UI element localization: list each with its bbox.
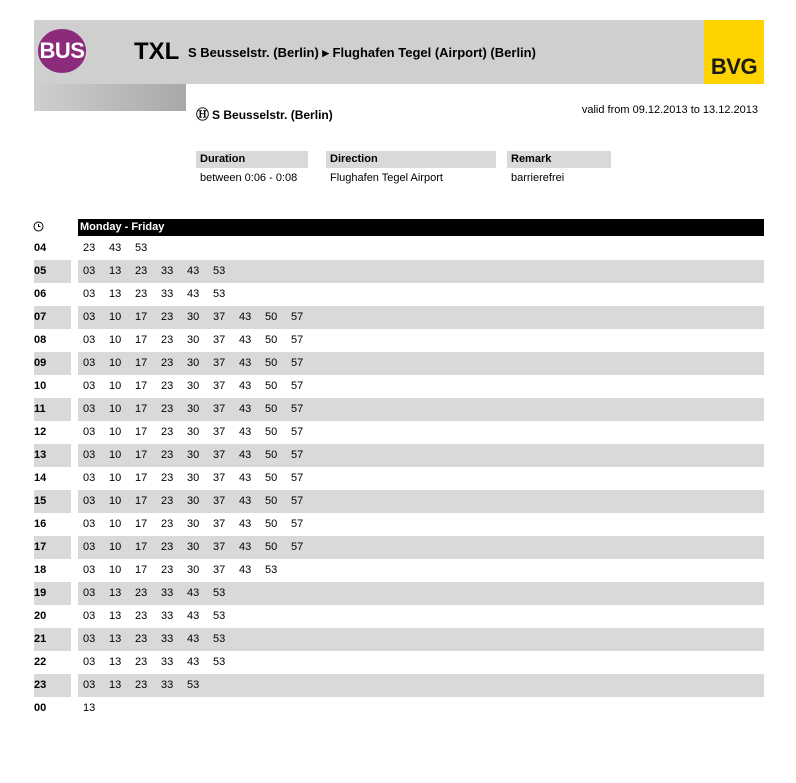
hour-label: 23 xyxy=(34,674,71,697)
timetable-row xyxy=(34,536,764,559)
departure-minute: 23 xyxy=(161,472,174,484)
departure-minute: 17 xyxy=(135,426,148,438)
departure-minute: 03 xyxy=(83,587,96,599)
departure-minute: 17 xyxy=(135,518,148,530)
departure-minute: 50 xyxy=(265,472,278,484)
departure-minute: 37 xyxy=(213,380,226,392)
departure-minute: 37 xyxy=(213,541,226,553)
hour-label: 22 xyxy=(34,656,47,668)
departure-minute: 43 xyxy=(239,403,252,415)
minute-list xyxy=(83,536,317,559)
departure-minute: 50 xyxy=(265,541,278,553)
departure-minute: 50 xyxy=(265,311,278,323)
departure-minute: 57 xyxy=(291,334,304,346)
departure-minute: 23 xyxy=(161,334,174,346)
departure-minute: 13 xyxy=(109,679,122,691)
departure-minute: 23 xyxy=(161,449,174,461)
departure-minute: 43 xyxy=(109,242,122,254)
hour-label: 00 xyxy=(34,702,47,714)
departure-minute: 37 xyxy=(213,495,226,507)
departure-minute: 43 xyxy=(187,633,200,645)
timetable-row xyxy=(34,651,764,674)
departure-minute: 50 xyxy=(265,426,278,438)
departure-minute: 30 xyxy=(187,449,200,461)
departure-minute: 03 xyxy=(83,472,96,484)
hour-label: 12 xyxy=(34,426,47,438)
timetable-row xyxy=(34,490,764,513)
departure-minute: 43 xyxy=(239,449,252,461)
departure-minute: 30 xyxy=(187,380,200,392)
departure-minute: 23 xyxy=(135,656,148,668)
departure-minute: 23 xyxy=(135,288,148,300)
minute-list xyxy=(83,513,317,536)
departure-minute: 23 xyxy=(135,587,148,599)
minute-list xyxy=(83,260,239,283)
departure-minute: 10 xyxy=(109,380,122,392)
departure-minute: 30 xyxy=(187,472,200,484)
validity-period: valid from 09.12.2013 to 13.12.2013 xyxy=(581,104,758,116)
minute-list xyxy=(83,444,317,467)
departure-minute: 10 xyxy=(109,495,122,507)
direction-value: Flughafen Tegel Airport xyxy=(330,172,443,184)
departure-minute: 10 xyxy=(109,449,122,461)
departure-minute: 30 xyxy=(187,541,200,553)
departure-minute: 10 xyxy=(109,334,122,346)
timetable-row xyxy=(34,306,764,329)
minute-list xyxy=(83,490,317,513)
departure-minute: 17 xyxy=(135,449,148,461)
departure-minute: 33 xyxy=(161,288,174,300)
direction-label: Direction xyxy=(326,151,496,168)
clock-icon xyxy=(33,221,44,235)
departure-minute: 03 xyxy=(83,311,96,323)
departure-minute: 03 xyxy=(83,495,96,507)
departure-minute: 43 xyxy=(187,610,200,622)
departure-minute: 50 xyxy=(265,380,278,392)
hour-label: 16 xyxy=(34,518,47,530)
timetable-row xyxy=(34,421,764,444)
hour-label: 09 xyxy=(34,352,71,375)
timetable-row xyxy=(34,352,764,375)
timetable-row xyxy=(34,467,764,490)
departure-minute: 17 xyxy=(135,311,148,323)
departure-minute: 03 xyxy=(83,656,96,668)
minute-list xyxy=(83,329,317,352)
departure-minute: 23 xyxy=(161,518,174,530)
hour-label: 13 xyxy=(34,444,71,467)
bvg-logo: BVG xyxy=(704,20,764,84)
departure-minute: 17 xyxy=(135,541,148,553)
departure-minute: 43 xyxy=(239,518,252,530)
departure-minute: 33 xyxy=(161,265,174,277)
departure-minute: 37 xyxy=(213,403,226,415)
departure-minute: 13 xyxy=(83,702,96,714)
departure-minute: 33 xyxy=(161,610,174,622)
departure-minute: 17 xyxy=(135,495,148,507)
departure-minute: 17 xyxy=(135,472,148,484)
departure-minute: 10 xyxy=(109,426,122,438)
departure-minute: 37 xyxy=(213,564,226,576)
timetable-row xyxy=(34,697,764,720)
departure-minute: 23 xyxy=(161,426,174,438)
departure-minute: 57 xyxy=(291,380,304,392)
hour-label: 19 xyxy=(34,582,71,605)
timetable-row xyxy=(34,513,764,536)
departure-minute: 53 xyxy=(213,587,226,599)
bus-mode-badge: BUS xyxy=(38,29,86,73)
departure-minute: 50 xyxy=(265,518,278,530)
departure-minute: 30 xyxy=(187,311,200,323)
hour-label: 15 xyxy=(34,490,71,513)
departure-minute: 13 xyxy=(109,288,122,300)
timetable-row xyxy=(34,375,764,398)
departure-minute: 33 xyxy=(161,587,174,599)
departure-minute: 43 xyxy=(239,311,252,323)
duration-value: between 0:06 - 0:08 xyxy=(200,172,298,184)
days-header: Monday - Friday xyxy=(78,219,764,236)
route-title: S Beusselstr. (Berlin) ▸ Flughafen Tegel (Airport) (Berlin) xyxy=(188,45,536,60)
departure-minute: 23 xyxy=(135,633,148,645)
minute-list xyxy=(83,467,317,490)
duration-block xyxy=(196,151,308,184)
departure-minute: 30 xyxy=(187,426,200,438)
departure-minute: 43 xyxy=(239,334,252,346)
departure-minute: 37 xyxy=(213,518,226,530)
departure-minute: 53 xyxy=(213,633,226,645)
remark-label: Remark xyxy=(507,151,611,168)
departure-minute: 50 xyxy=(265,357,278,369)
departure-minute: 43 xyxy=(239,357,252,369)
timetable-row xyxy=(34,237,764,260)
departure-minute: 50 xyxy=(265,495,278,507)
stop-name: S Beusselstr. (Berlin) xyxy=(212,108,333,122)
departure-minute: 53 xyxy=(265,564,278,576)
departure-minute: 50 xyxy=(265,449,278,461)
hour-label: 17 xyxy=(34,536,71,559)
hour-label: 11 xyxy=(34,398,71,421)
minute-list xyxy=(83,352,317,375)
departure-minute: 03 xyxy=(83,380,96,392)
timetable-row xyxy=(34,283,764,306)
minute-list xyxy=(83,697,109,720)
timetable-header xyxy=(34,20,764,84)
minute-list xyxy=(83,582,239,605)
direction-block xyxy=(326,151,496,184)
departure-minute: 53 xyxy=(213,610,226,622)
departure-minute: 37 xyxy=(213,311,226,323)
hour-label: 05 xyxy=(34,260,71,283)
row-background xyxy=(78,237,764,260)
departure-minute: 23 xyxy=(161,311,174,323)
departure-minute: 03 xyxy=(83,449,96,461)
departure-minute: 03 xyxy=(83,334,96,346)
departure-minute: 17 xyxy=(135,403,148,415)
timetable-row xyxy=(34,628,764,651)
departure-minute: 10 xyxy=(109,472,122,484)
departure-minute: 10 xyxy=(109,564,122,576)
departure-minute: 03 xyxy=(83,357,96,369)
departure-minute: 03 xyxy=(83,288,96,300)
departure-minute: 30 xyxy=(187,564,200,576)
departure-minute: 23 xyxy=(135,679,148,691)
departure-minute: 57 xyxy=(291,357,304,369)
departure-minute: 30 xyxy=(187,334,200,346)
departure-minute: 43 xyxy=(239,541,252,553)
minute-list xyxy=(83,237,161,260)
departure-minute: 57 xyxy=(291,403,304,415)
departure-minute: 43 xyxy=(187,265,200,277)
departure-minute: 43 xyxy=(239,495,252,507)
line-number: TXL xyxy=(134,38,180,65)
hour-label: 10 xyxy=(34,380,47,392)
departure-minute: 23 xyxy=(161,357,174,369)
departure-minute: 33 xyxy=(161,656,174,668)
timetable-row xyxy=(34,559,764,582)
departure-minute: 57 xyxy=(291,449,304,461)
departure-minute: 43 xyxy=(187,587,200,599)
departure-minute: 57 xyxy=(291,541,304,553)
departure-minute: 30 xyxy=(187,403,200,415)
timetable-row xyxy=(34,582,764,605)
hour-label: 04 xyxy=(34,242,47,254)
departure-minute: 17 xyxy=(135,357,148,369)
departure-minute: 37 xyxy=(213,449,226,461)
departure-minute: 13 xyxy=(109,610,122,622)
remark-block xyxy=(507,151,611,184)
departure-minute: 10 xyxy=(109,518,122,530)
hour-label: 18 xyxy=(34,564,47,576)
departure-minute: 13 xyxy=(109,656,122,668)
duration-label: Duration xyxy=(196,151,308,168)
departure-minute: 57 xyxy=(291,311,304,323)
departure-minute: 53 xyxy=(213,656,226,668)
departure-minute: 43 xyxy=(239,472,252,484)
timetable-row xyxy=(34,260,764,283)
departure-minute: 23 xyxy=(161,403,174,415)
departure-minute: 23 xyxy=(161,380,174,392)
departure-minute: 57 xyxy=(291,518,304,530)
departure-minute: 33 xyxy=(161,633,174,645)
timetable-row xyxy=(34,605,764,628)
departure-minute: 57 xyxy=(291,495,304,507)
departure-minute: 43 xyxy=(239,426,252,438)
minute-list xyxy=(83,674,213,697)
departure-minute: 13 xyxy=(109,587,122,599)
departure-minute: 10 xyxy=(109,311,122,323)
departure-minute: 10 xyxy=(109,357,122,369)
hour-label: 08 xyxy=(34,334,47,346)
minute-list xyxy=(83,375,317,398)
departure-minute: 23 xyxy=(83,242,96,254)
departure-minute: 23 xyxy=(135,265,148,277)
departure-minute: 03 xyxy=(83,403,96,415)
departure-minute: 57 xyxy=(291,472,304,484)
timetable-row xyxy=(34,444,764,467)
departure-minute: 50 xyxy=(265,403,278,415)
departure-minute: 10 xyxy=(109,541,122,553)
minute-list xyxy=(83,306,317,329)
departure-minute: 13 xyxy=(109,633,122,645)
minute-list xyxy=(83,398,317,421)
departure-minute: 10 xyxy=(109,403,122,415)
departure-minute: 30 xyxy=(187,357,200,369)
hour-label: 06 xyxy=(34,288,47,300)
bus-stop-icon: Ⓗ xyxy=(196,107,210,122)
departure-minute: 53 xyxy=(135,242,148,254)
minute-list xyxy=(83,605,239,628)
departure-minute: 43 xyxy=(239,564,252,576)
departure-minute: 03 xyxy=(83,633,96,645)
departure-minute: 30 xyxy=(187,518,200,530)
departure-minute: 03 xyxy=(83,679,96,691)
departure-minute: 13 xyxy=(109,265,122,277)
timetable-row xyxy=(34,329,764,352)
hour-label: 20 xyxy=(34,610,47,622)
departure-minute: 23 xyxy=(161,564,174,576)
departure-minute: 23 xyxy=(161,541,174,553)
hour-label: 21 xyxy=(34,628,71,651)
row-background xyxy=(78,697,764,720)
departure-minute: 43 xyxy=(187,288,200,300)
departure-minute: 30 xyxy=(187,495,200,507)
departure-minute: 53 xyxy=(213,265,226,277)
departure-minute: 53 xyxy=(187,679,200,691)
departure-minute: 17 xyxy=(135,564,148,576)
departure-minute: 37 xyxy=(213,426,226,438)
departure-minute: 17 xyxy=(135,380,148,392)
departure-minute: 33 xyxy=(161,679,174,691)
departure-minute: 37 xyxy=(213,334,226,346)
remark-value: barrierefrei xyxy=(511,172,565,184)
minute-list xyxy=(83,651,239,674)
departure-minute: 50 xyxy=(265,334,278,346)
departure-minute: 03 xyxy=(83,610,96,622)
departure-minute: 57 xyxy=(291,426,304,438)
departure-minute: 03 xyxy=(83,518,96,530)
minute-list xyxy=(83,283,239,306)
departure-minute: 53 xyxy=(213,288,226,300)
hour-label: 07 xyxy=(34,306,71,329)
departure-minute: 23 xyxy=(161,495,174,507)
stop-title xyxy=(196,104,333,123)
departure-minute: 03 xyxy=(83,265,96,277)
hour-label: 14 xyxy=(34,472,47,484)
departure-minute: 37 xyxy=(213,357,226,369)
departure-minute: 03 xyxy=(83,426,96,438)
decorative-bar xyxy=(34,84,186,111)
minute-list xyxy=(83,628,239,651)
departure-minute: 17 xyxy=(135,334,148,346)
minute-list xyxy=(83,421,317,444)
departure-minute: 43 xyxy=(239,380,252,392)
departure-minute: 03 xyxy=(83,541,96,553)
timetable-row xyxy=(34,674,764,697)
departure-minute: 43 xyxy=(187,656,200,668)
departure-minute: 37 xyxy=(213,472,226,484)
departure-minute: 23 xyxy=(135,610,148,622)
minute-list xyxy=(83,559,291,582)
departure-minute: 03 xyxy=(83,564,96,576)
timetable-row xyxy=(34,398,764,421)
